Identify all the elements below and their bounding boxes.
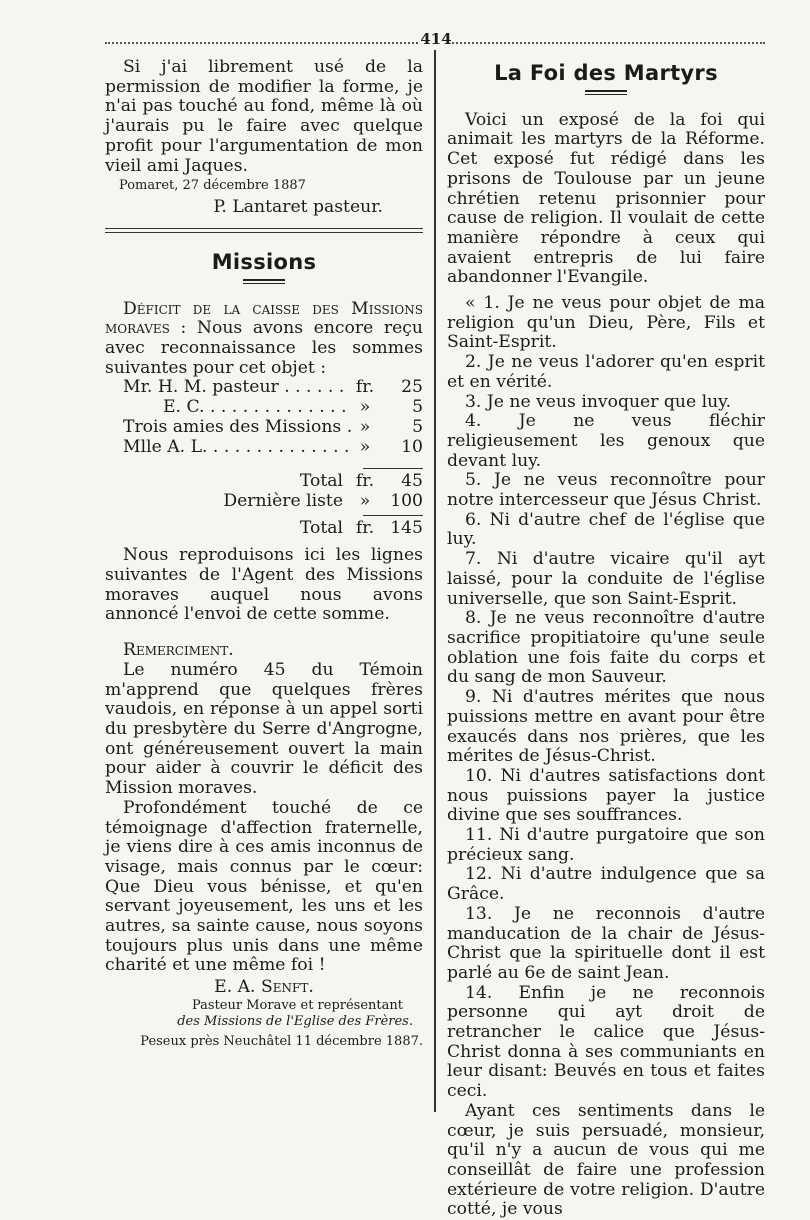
donation-currency: » bbox=[359, 436, 371, 457]
article-intro: Voici un exposé de la foi qui animait les martyrs de la Réforme. Cet exposé fut rédigé dans les prisons de Toulouse par un jeune chrétien retenu prisonnier pour cause de religion. Il voulait de cette manière répondre à ceux qui avaient entrepris de lui faire abandonner l'Evangile. bbox=[447, 109, 765, 288]
title-ornament bbox=[243, 279, 285, 284]
creed-item: 7. Ni d'autre vicaire qu'il ayt laissé, pour la conduite de l'église universelle, que son Saint-Esprit. bbox=[447, 549, 765, 609]
left-column bbox=[105, 58, 423, 1050]
total-amount: 45 bbox=[401, 471, 423, 492]
donation-row bbox=[123, 418, 423, 438]
closing-paragraph: Ayant ces sentiments dans le cœur, je suis persuadé, monsieur, qu'il n'y a aucun de vous qui me conseillât de faire une profession extérieure de votre religion. D'autre cotté, je vous bbox=[447, 1100, 765, 1220]
total-label: Total bbox=[299, 471, 343, 492]
page-number: 414 bbox=[420, 30, 452, 48]
creed-item: 8. Je ne veus reconnoître d'autre sacrifice propitiatoire qu'une seule oblation une fois faite du corps et du sang de mon Sauveur. bbox=[447, 608, 765, 688]
donation-currency: » bbox=[359, 397, 371, 418]
donation-amount: 5 bbox=[412, 416, 423, 437]
last-list-label: Dernière liste bbox=[223, 490, 343, 511]
creed-item: 13. Je ne reconnois d'autre manducation de la chair de Jésus-Christ que la spirituelle dont il est parlé au 6e de saint Jean. bbox=[447, 903, 765, 983]
deficit-text: : Nous avons encore reçu avec reconnaissance les sommes suivantes pour cet objet : bbox=[105, 318, 423, 378]
right-column bbox=[447, 58, 765, 1220]
section-separator bbox=[105, 228, 423, 233]
total-line bbox=[195, 472, 423, 492]
intro-paragraph: Si j'ai librement usé de la permission de modifier la forme, je n'ai pas touché au fond, même là où j'aurais pu le faire avec quelque profit pour l'argumentation de mon vieil ami Jaques. bbox=[105, 57, 423, 176]
creed-item: 10. Ni d'autres satisfactions dont nous puissions payer la justice divine que ses souffrances. bbox=[447, 765, 765, 826]
totals-block bbox=[195, 468, 423, 538]
last-list-currency: » bbox=[359, 490, 371, 511]
reproduce-paragraph: Nous reproduisons ici les lignes suivantes de l'Agent des Missions moraves auquel nous avons annoncé l'envoi de cette somme. bbox=[105, 545, 423, 625]
sum-rule bbox=[363, 468, 423, 469]
remerciment-heading: Remerciment. bbox=[123, 640, 234, 661]
donor-name: E. C. . . . bbox=[163, 398, 351, 418]
donation-amount: 5 bbox=[412, 397, 423, 418]
senft-signature: E. A. Senft. bbox=[214, 977, 314, 998]
missions-title: Missions bbox=[211, 249, 317, 274]
donor-name: Mr. H. M. pasteur . . . bbox=[123, 378, 351, 398]
touched-paragraph: Profondément touché de ce témoignage d'affection fraternelle, je viens dire à ces amis inconnus de visage, mais connus par le cœur: Que Dieu vous bénisse, et qu'en servant joyeusement, les uns et les autres, sa sainte cause, nous soyons toujours plus unis dans une même charité et une même foi ! bbox=[105, 797, 423, 976]
signature: P. Lantaret pasteur. bbox=[213, 197, 383, 218]
column-divider bbox=[434, 50, 436, 1112]
creed-item: 9. Ni d'autres mérites que nous puissions mettre en avant pour être exaucés dans nos prières, que les mérites de Jésus-Christ. bbox=[447, 687, 765, 767]
grand-total-currency: fr. bbox=[355, 517, 375, 538]
grand-total-label: Total bbox=[299, 517, 343, 538]
creed-item: 14. Enfin je ne reconnois personne qui ayt droit de retrancher le calice que Jésus-Christ donna à ses communiants en leur disant: Beuvés en tous et faites ceci. bbox=[447, 982, 765, 1102]
creed-item: 3. Je ne veus invoquer que luy. bbox=[465, 391, 732, 412]
donation-row bbox=[123, 378, 423, 398]
creed-list bbox=[447, 294, 765, 1102]
creed-item: 4. Je ne veus fléchir religieusement les genoux que devant luy. bbox=[447, 411, 765, 471]
creed-item: « 1. Je ne veus pour objet de ma religion qu'un Dieu, Père, Fils et Saint-Esprit. bbox=[447, 293, 765, 353]
grand-total-amount: 145 bbox=[390, 517, 423, 538]
donation-amount: 10 bbox=[401, 436, 423, 457]
last-list-amount: 100 bbox=[390, 490, 423, 511]
creed-item: 12. Ni d'autre indulgence que sa Grâce. bbox=[447, 864, 765, 905]
donation-currency: fr. bbox=[355, 377, 375, 398]
senft-title-line-2: des Missions de l'Eglise des Frères. bbox=[177, 1013, 413, 1029]
donation-currency: » bbox=[359, 416, 371, 437]
creed-item: 2. Je ne veus l'adorer qu'en esprit et en vérité. bbox=[447, 352, 765, 392]
sum-rule bbox=[363, 515, 423, 516]
senft-title-line-1: Pasteur Morave et représentant bbox=[192, 997, 403, 1013]
dateline: Pomaret, 27 décembre 1887 bbox=[119, 178, 306, 194]
total-currency: fr. bbox=[355, 471, 375, 492]
grand-total-line bbox=[195, 519, 423, 539]
remerciment-paragraph: Le numéro 45 du Témoin m'apprend que quelques frères vaudois, en réponse à un appel sorti du presbytère du Serre d'Angrogne, ont généreusement ouvert la main pour aider à couvrir le déficit des Mission moraves. bbox=[105, 659, 423, 799]
donor-name: Trois amies des Missions . . . bbox=[123, 418, 351, 438]
donor-name: Mlle A. L. . . . bbox=[123, 438, 351, 458]
last-list-line bbox=[195, 492, 423, 512]
creed-item: 5. Je ne veus reconnoître pour notre intercesseur que Jésus Christ. bbox=[447, 470, 765, 511]
title-ornament bbox=[585, 90, 627, 95]
article-title: La Foi des Martyrs bbox=[494, 61, 718, 85]
creed-item: 6. Ni d'autre chef de l'église que luy. bbox=[447, 509, 765, 550]
creed-item: 11. Ni d'autre purgatoire que son précieux sang. bbox=[447, 825, 765, 865]
deficit-heading: Déficit de la caisse des Missions moraves bbox=[105, 298, 423, 339]
donation-amount: 25 bbox=[401, 377, 423, 398]
donation-row bbox=[123, 398, 423, 418]
senft-dateline: Peseux près Neuchâtel 11 décembre 1887. bbox=[140, 1033, 423, 1049]
donation-list bbox=[123, 378, 423, 457]
donation-row bbox=[123, 438, 423, 458]
